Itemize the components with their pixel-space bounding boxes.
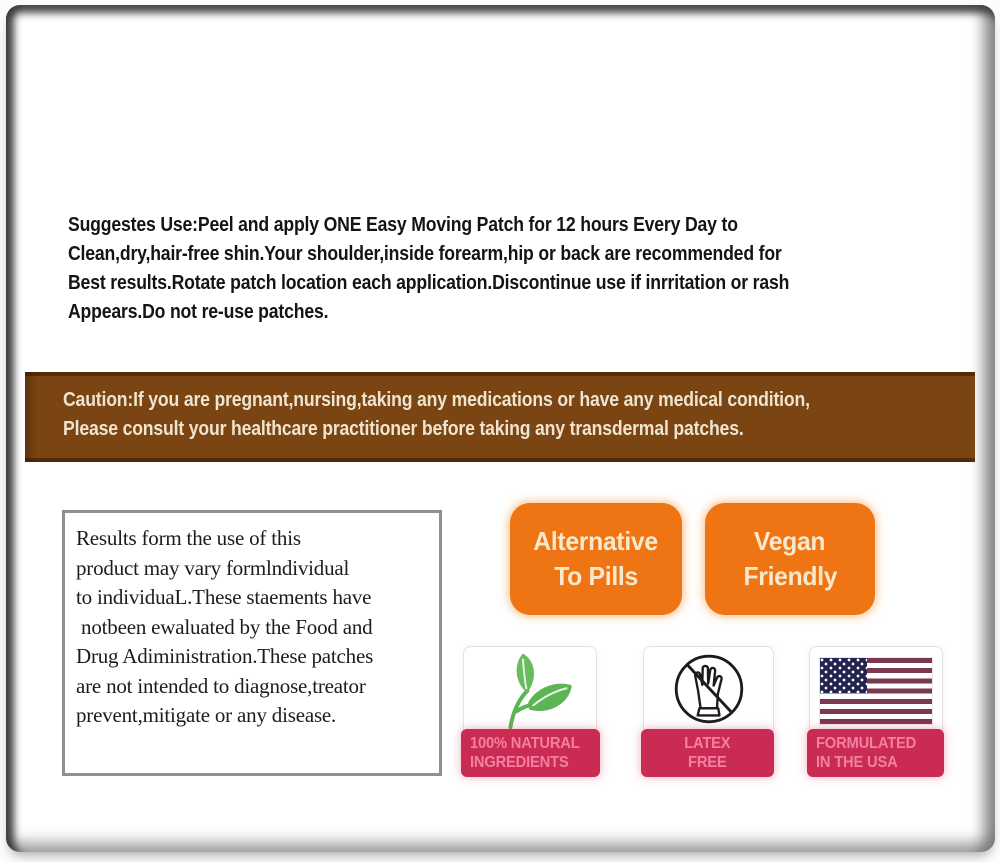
suggested-use-text	[68, 210, 907, 326]
feature-banner-line: IN THE USA	[816, 754, 898, 771]
badge-label-line: Alternative	[533, 526, 659, 556]
suggested-use-line: Suggestes Use:Peel and apply ONE Easy Moving Patch for 12 hours Every Day to	[68, 213, 738, 236]
disclaimer-line: Drug Adiministration.These patches	[76, 644, 374, 668]
caution-line: Please consult your healthcare practitioner before taking any transdermal patches.	[63, 417, 744, 440]
leaf-icon	[484, 649, 576, 734]
disclaimer-line: Results form the use of this	[76, 526, 301, 550]
no-latex-glove-icon	[667, 647, 751, 736]
suggested-use-line: Appears.Do not re-use patches.	[68, 300, 329, 323]
usa-flag-canton	[820, 658, 867, 693]
badge-label-line: Vegan	[754, 526, 826, 556]
feature-banner-line: INGREDIENTS	[470, 754, 569, 771]
feature-banner-natural-ingredients	[461, 729, 600, 777]
badge-vegan-friendly	[705, 503, 875, 615]
feature-banner-line: FREE	[688, 754, 727, 771]
disclaimer-box	[62, 510, 442, 776]
caution-line: Caution:If you are pregnant,nursing,taking any medications or have any medical condition,	[63, 388, 810, 411]
disclaimer-line: product may vary formlndividual	[76, 555, 350, 580]
feature-card-made-in-usa	[809, 646, 943, 736]
caution-banner	[25, 372, 975, 462]
disclaimer-line: prevent,mitigate or any disease.	[76, 703, 337, 727]
feature-banner-line: FORMULATED	[816, 734, 917, 752]
feature-banner-line: LATEX	[684, 734, 731, 752]
disclaimer-line: to individuaL.These staements have	[76, 585, 372, 609]
usa-flag-icon	[820, 658, 932, 724]
badge-alternative-to-pills	[510, 503, 682, 615]
suggested-use-line: Best results.Rotate patch location each application.Discontinue use if inrritation or rash	[68, 271, 790, 294]
feature-card-natural-ingredients	[463, 646, 597, 736]
disclaimer-line: are not intended to diagnose,treator	[76, 673, 366, 698]
feature-banner-latex-free	[641, 729, 774, 777]
suggested-use-line: Clean,dry,hair-free shin.Your shoulder,inside forearm,hip or back are recommended for	[68, 242, 782, 265]
feature-banner-line: 100% NATURAL	[470, 734, 580, 752]
feature-card-latex-free	[643, 646, 774, 736]
feature-banner-made-in-usa	[807, 729, 944, 777]
badge-label-line: To Pills	[554, 561, 638, 591]
disclaimer-line: notbeen ewaluated by the Food and	[76, 614, 373, 639]
badge-label-line: Friendly	[743, 561, 837, 591]
